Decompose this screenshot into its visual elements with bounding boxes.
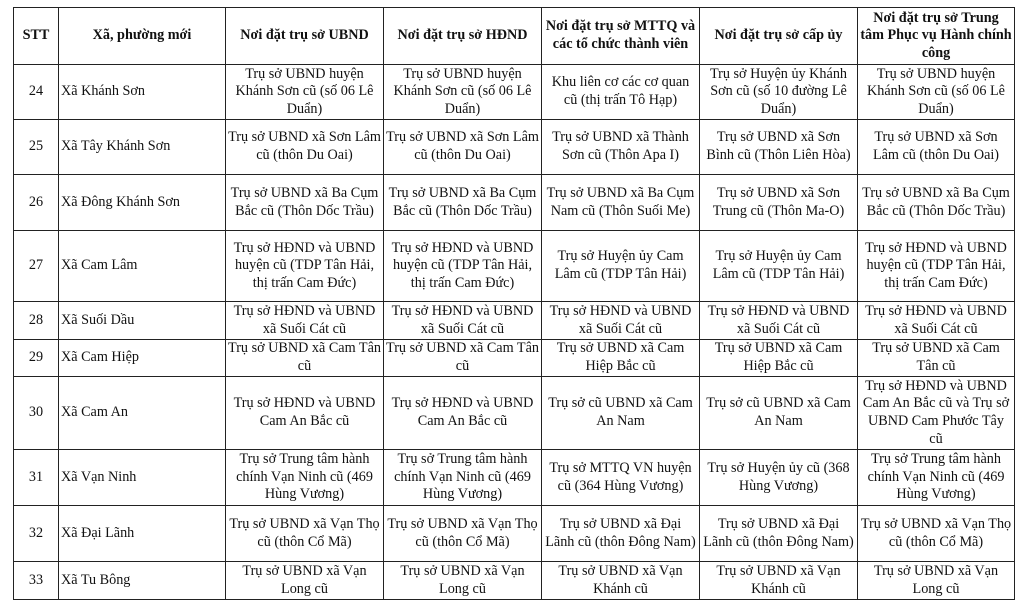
row-commune-name: Xã Suối Dầu — [59, 302, 226, 340]
row-party-committee: Trụ sở Huyện ủy Cam Lâm cũ (TDP Tân Hải) — [700, 231, 858, 302]
row-commune-name: Xã Tây Khánh Sơn — [59, 120, 226, 175]
row-party-committee: Trụ sở UBND xã Sơn Trung cũ (Thôn Ma-O) — [700, 175, 858, 231]
table-row — [14, 450, 1015, 506]
table-row — [14, 231, 1015, 302]
row-admin-service-center: Trụ sở UBND huyện Khánh Sơn cũ (số 06 Lê Duẩn) — [858, 65, 1015, 120]
row-party-committee: Trụ sở UBND xã Vạn Khánh cũ — [700, 562, 858, 600]
row-hdnd: Trụ sở UBND huyện Khánh Sơn cũ (số 06 Lê Duẩn) — [384, 65, 542, 120]
row-mttq: Trụ sở MTTQ VN huyện cũ (364 Hùng Vương) — [542, 450, 700, 506]
row-party-committee: Trụ sở UBND xã Sơn Bình cũ (Thôn Liên Hòa) — [700, 120, 858, 175]
row-admin-service-center: Trụ sở UBND xã Sơn Lâm cũ (thôn Du Oai) — [858, 120, 1015, 175]
row-ubnd: Trụ sở UBND xã Vạn Long cũ — [226, 562, 384, 600]
table-row — [14, 377, 1015, 450]
row-commune-name: Xã Cam Hiệp — [59, 340, 226, 377]
header-ubnd: Nơi đặt trụ sở UBND — [226, 8, 384, 65]
row-ubnd: Trụ sở UBND huyện Khánh Sơn cũ (số 06 Lê Duẩn) — [226, 65, 384, 120]
row-party-committee: Trụ sở UBND xã Cam Hiệp Bắc cũ — [700, 340, 858, 377]
row-hdnd: Trụ sở HĐND và UBND xã Suối Cát cũ — [384, 302, 542, 340]
row-admin-service-center: Trụ sở HĐND và UBND huyện cũ (TDP Tân Hải, thị trấn Cam Đức) — [858, 231, 1015, 302]
row-mttq: Khu liên cơ các cơ quan cũ (thị trấn Tô Hạp) — [542, 65, 700, 120]
row-hdnd: Trụ sở UBND xã Vạn Thọ cũ (thôn Cổ Mã) — [384, 506, 542, 562]
row-hdnd: Trụ sở UBND xã Vạn Long cũ — [384, 562, 542, 600]
header-party-committee: Nơi đặt trụ sở cấp ủy — [700, 8, 858, 65]
table-row — [14, 65, 1015, 120]
row-hdnd: Trụ sở UBND xã Sơn Lâm cũ (thôn Du Oai) — [384, 120, 542, 175]
row-stt: 33 — [14, 562, 59, 600]
row-commune-name: Xã Khánh Sơn — [59, 65, 226, 120]
header-hdnd: Nơi đặt trụ sở HĐND — [384, 8, 542, 65]
row-mttq: Trụ sở Huyện ủy Cam Lâm cũ (TDP Tân Hải) — [542, 231, 700, 302]
row-party-committee: Trụ sở UBND xã Đại Lãnh cũ (thôn Đông Nam) — [700, 506, 858, 562]
row-admin-service-center: Trụ sở UBND xã Vạn Thọ cũ (thôn Cổ Mã) — [858, 506, 1015, 562]
header-commune: Xã, phường mới — [59, 8, 226, 65]
row-ubnd: Trụ sở UBND xã Ba Cụm Bắc cũ (Thôn Dốc Trầu) — [226, 175, 384, 231]
row-mttq: Trụ sở UBND xã Thành Sơn cũ (Thôn Apa I) — [542, 120, 700, 175]
row-ubnd: Trụ sở UBND xã Cam Tân cũ — [226, 340, 384, 377]
row-hdnd: Trụ sở UBND xã Ba Cụm Bắc cũ (Thôn Dốc Trầu) — [384, 175, 542, 231]
table-row — [14, 120, 1015, 175]
row-admin-service-center: Trụ sở UBND xã Ba Cụm Bắc cũ (Thôn Dốc Trầu) — [858, 175, 1015, 231]
row-stt: 27 — [14, 231, 59, 302]
row-stt: 24 — [14, 65, 59, 120]
row-party-committee: Trụ sở cũ UBND xã Cam An Nam — [700, 377, 858, 450]
row-mttq: Trụ sở UBND xã Cam Hiệp Bắc cũ — [542, 340, 700, 377]
row-ubnd: Trụ sở HĐND và UBND xã Suối Cát cũ — [226, 302, 384, 340]
row-hdnd: Trụ sở HĐND và UBND huyện cũ (TDP Tân Hải, thị trấn Cam Đức) — [384, 231, 542, 302]
row-mttq: Trụ sở UBND xã Đại Lãnh cũ (thôn Đông Nam) — [542, 506, 700, 562]
header-admin-service-center: Nơi đặt trụ sở Trung tâm Phục vụ Hành chính công — [858, 8, 1015, 65]
row-hdnd: Trụ sở Trung tâm hành chính Vạn Ninh cũ (469 Hùng Vương) — [384, 450, 542, 506]
row-stt: 26 — [14, 175, 59, 231]
row-party-committee: Trụ sở HĐND và UBND xã Suối Cát cũ — [700, 302, 858, 340]
row-ubnd: Trụ sở HĐND và UBND huyện cũ (TDP Tân Hải, thị trấn Cam Đức) — [226, 231, 384, 302]
row-stt: 25 — [14, 120, 59, 175]
row-stt: 31 — [14, 450, 59, 506]
row-stt: 32 — [14, 506, 59, 562]
row-mttq: Trụ sở UBND xã Vạn Khánh cũ — [542, 562, 700, 600]
row-hdnd: Trụ sở UBND xã Cam Tân cũ — [384, 340, 542, 377]
header-mttq: Nơi đặt trụ sở MTTQ và các tổ chức thành viên — [542, 8, 700, 65]
row-mttq: Trụ sở HĐND và UBND xã Suối Cát cũ — [542, 302, 700, 340]
row-admin-service-center: Trụ sở HĐND và UBND Cam An Bắc cũ và Trụ sở UBND Cam Phước Tây cũ — [858, 377, 1015, 450]
row-mttq: Trụ sở UBND xã Ba Cụm Nam cũ (Thôn Suối Me) — [542, 175, 700, 231]
row-commune-name: Xã Vạn Ninh — [59, 450, 226, 506]
row-commune-name: Xã Tu Bông — [59, 562, 226, 600]
row-commune-name: Xã Cam Lâm — [59, 231, 226, 302]
table-row — [14, 340, 1015, 377]
row-stt: 29 — [14, 340, 59, 377]
header-row — [14, 8, 1015, 65]
row-admin-service-center: Trụ sở Trung tâm hành chính Vạn Ninh cũ (469 Hùng Vương) — [858, 450, 1015, 506]
header-stt: STT — [14, 8, 59, 65]
row-ubnd: Trụ sở HĐND và UBND Cam An Bắc cũ — [226, 377, 384, 450]
row-party-committee: Trụ sở Huyện ủy Khánh Sơn cũ (số 10 đường Lê Duẩn) — [700, 65, 858, 120]
row-ubnd: Trụ sở UBND xã Vạn Thọ cũ (thôn Cổ Mã) — [226, 506, 384, 562]
table-row — [14, 562, 1015, 600]
table-row — [14, 506, 1015, 562]
row-ubnd: Trụ sở Trung tâm hành chính Vạn Ninh cũ (469 Hùng Vương) — [226, 450, 384, 506]
table-row — [14, 175, 1015, 231]
row-hdnd: Trụ sở HĐND và UBND Cam An Bắc cũ — [384, 377, 542, 450]
table-row — [14, 302, 1015, 340]
row-commune-name: Xã Đại Lãnh — [59, 506, 226, 562]
row-stt: 30 — [14, 377, 59, 450]
office-location-table — [13, 7, 1015, 600]
row-commune-name: Xã Cam An — [59, 377, 226, 450]
row-ubnd: Trụ sở UBND xã Sơn Lâm cũ (thôn Du Oai) — [226, 120, 384, 175]
row-party-committee: Trụ sở Huyện ủy cũ (368 Hùng Vương) — [700, 450, 858, 506]
row-admin-service-center: Trụ sở UBND xã Cam Tân cũ — [858, 340, 1015, 377]
row-commune-name: Xã Đông Khánh Sơn — [59, 175, 226, 231]
row-admin-service-center: Trụ sở HĐND và UBND xã Suối Cát cũ — [858, 302, 1015, 340]
row-admin-service-center: Trụ sở UBND xã Vạn Long cũ — [858, 562, 1015, 600]
row-mttq: Trụ sở cũ UBND xã Cam An Nam — [542, 377, 700, 450]
row-stt: 28 — [14, 302, 59, 340]
